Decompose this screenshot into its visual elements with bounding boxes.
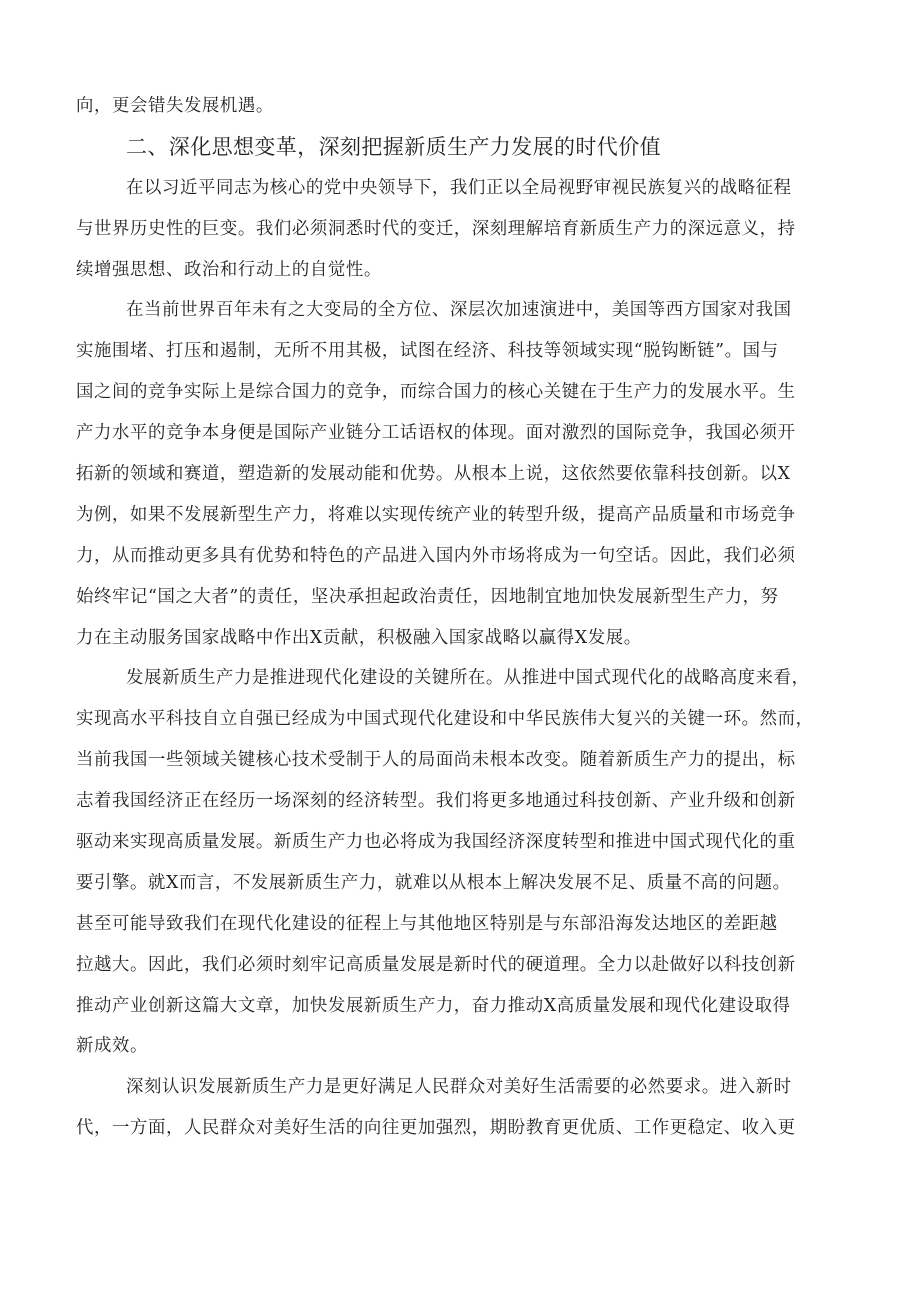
text-line: 代，一方面，人民群众对美好生活的向往更加强烈，期盼教育更优质、工作更稳定、收入更 — [76, 1118, 796, 1139]
text-line: 在以习近平同志为核心的党中央领导下，我们正以全局视野审视民族复兴的战略征程 — [126, 177, 792, 198]
text-line: 在当前世界百年未有之大变局的全方位、深层次加速演进中，美国等西方国家对我国 — [126, 300, 792, 321]
text-line: 与世界历史性的巨变。我们必须洞悉时代的变迁，深刻理解培育新质生产力的深远意义，持 — [76, 218, 796, 239]
text-line: 产力水平的竞争本身便是国际产业链分工话语权的体现。面对激烈的国际竞争，我国必须开 — [76, 423, 796, 444]
text-line: 甚至可能导致我们在现代化建设的征程上与其他地区特别是与东部沿海发达地区的差距越 — [76, 913, 778, 934]
text-line: 驱动来实现高质量发展。新质生产力也必将成为我国经济深度转型和推进中国式现代化的重 — [76, 832, 796, 853]
text-line: 实现高水平科技自立自强已经成为中国式现代化建设和中华民族伟大复兴的关键一环。然而， — [76, 709, 814, 730]
text-line: 为例，如果不发展新型生产力，将难以实现传统产业的转型升级，提高产品质量和市场竞争 — [76, 504, 796, 525]
text-line: 推动产业创新这篇大文章，加快发展新质生产力，奋力推动X高质量发展和现代化建设取得 — [76, 995, 791, 1016]
text-line: 发展新质生产力是推进现代化建设的关键所在。从推进中国式现代化的战略高度来看， — [126, 668, 810, 689]
text-line: 深刻认识发展新质生产力是更好满足人民群众对美好生活需要的必然要求。进入新时 — [126, 1077, 792, 1098]
text-line: 拓新的领域和赛道，塑造新的发展动能和优势。从根本上说，这依然要依靠科技创新。以X — [76, 464, 791, 485]
text-line: 新成效。 — [76, 1036, 148, 1057]
text-line: 拉越大。因此，我们必须时刻牢记高质量发展是新时代的硬道理。全力以赴做好以科技创新 — [76, 954, 796, 975]
section-heading: 二、深化思想变革，深刻把握新质生产力发展的时代价值 — [126, 134, 661, 159]
text-line: 当前我国一些领域关键核心技术受制于人的局面尚未根本改变。随着新质生产力的提出，标 — [76, 750, 796, 771]
text-line: 始终牢记“国之大者”的责任，坚决承担起政治责任，因地制宜地加快发展新型生产力，努 — [76, 586, 779, 607]
text-line: 国之间的竞争实际上是综合国力的竞争，而综合国力的核心关键在于生产力的发展水平。生 — [76, 382, 796, 403]
text-line: 向，更会错失发展机遇。 — [76, 96, 274, 116]
text-line: 志着我国经济正在经历一场深刻的经济转型。我们将更多地通过科技创新、产业升级和创新 — [76, 791, 796, 812]
text-line: 续增强思想、政治和行动上的自觉性。 — [76, 259, 382, 280]
text-line: 实施围堵、打压和遏制，无所不用其极，试图在经济、科技等领域实现“脱钩断链”。国与 — [76, 341, 779, 362]
text-line: 力，从而推动更多具有优势和特色的产品进入国内外市场将成为一句空话。因此，我们必须 — [76, 545, 796, 566]
text-line: 要引擎。就X而言，不发展新质生产力，就难以从根本上解决发展不足、质量不高的问题。 — [76, 872, 791, 893]
text-line: 力在主动服务国家战略中作出X贡献，积极融入国家战略以赢得X发展。 — [76, 627, 642, 648]
